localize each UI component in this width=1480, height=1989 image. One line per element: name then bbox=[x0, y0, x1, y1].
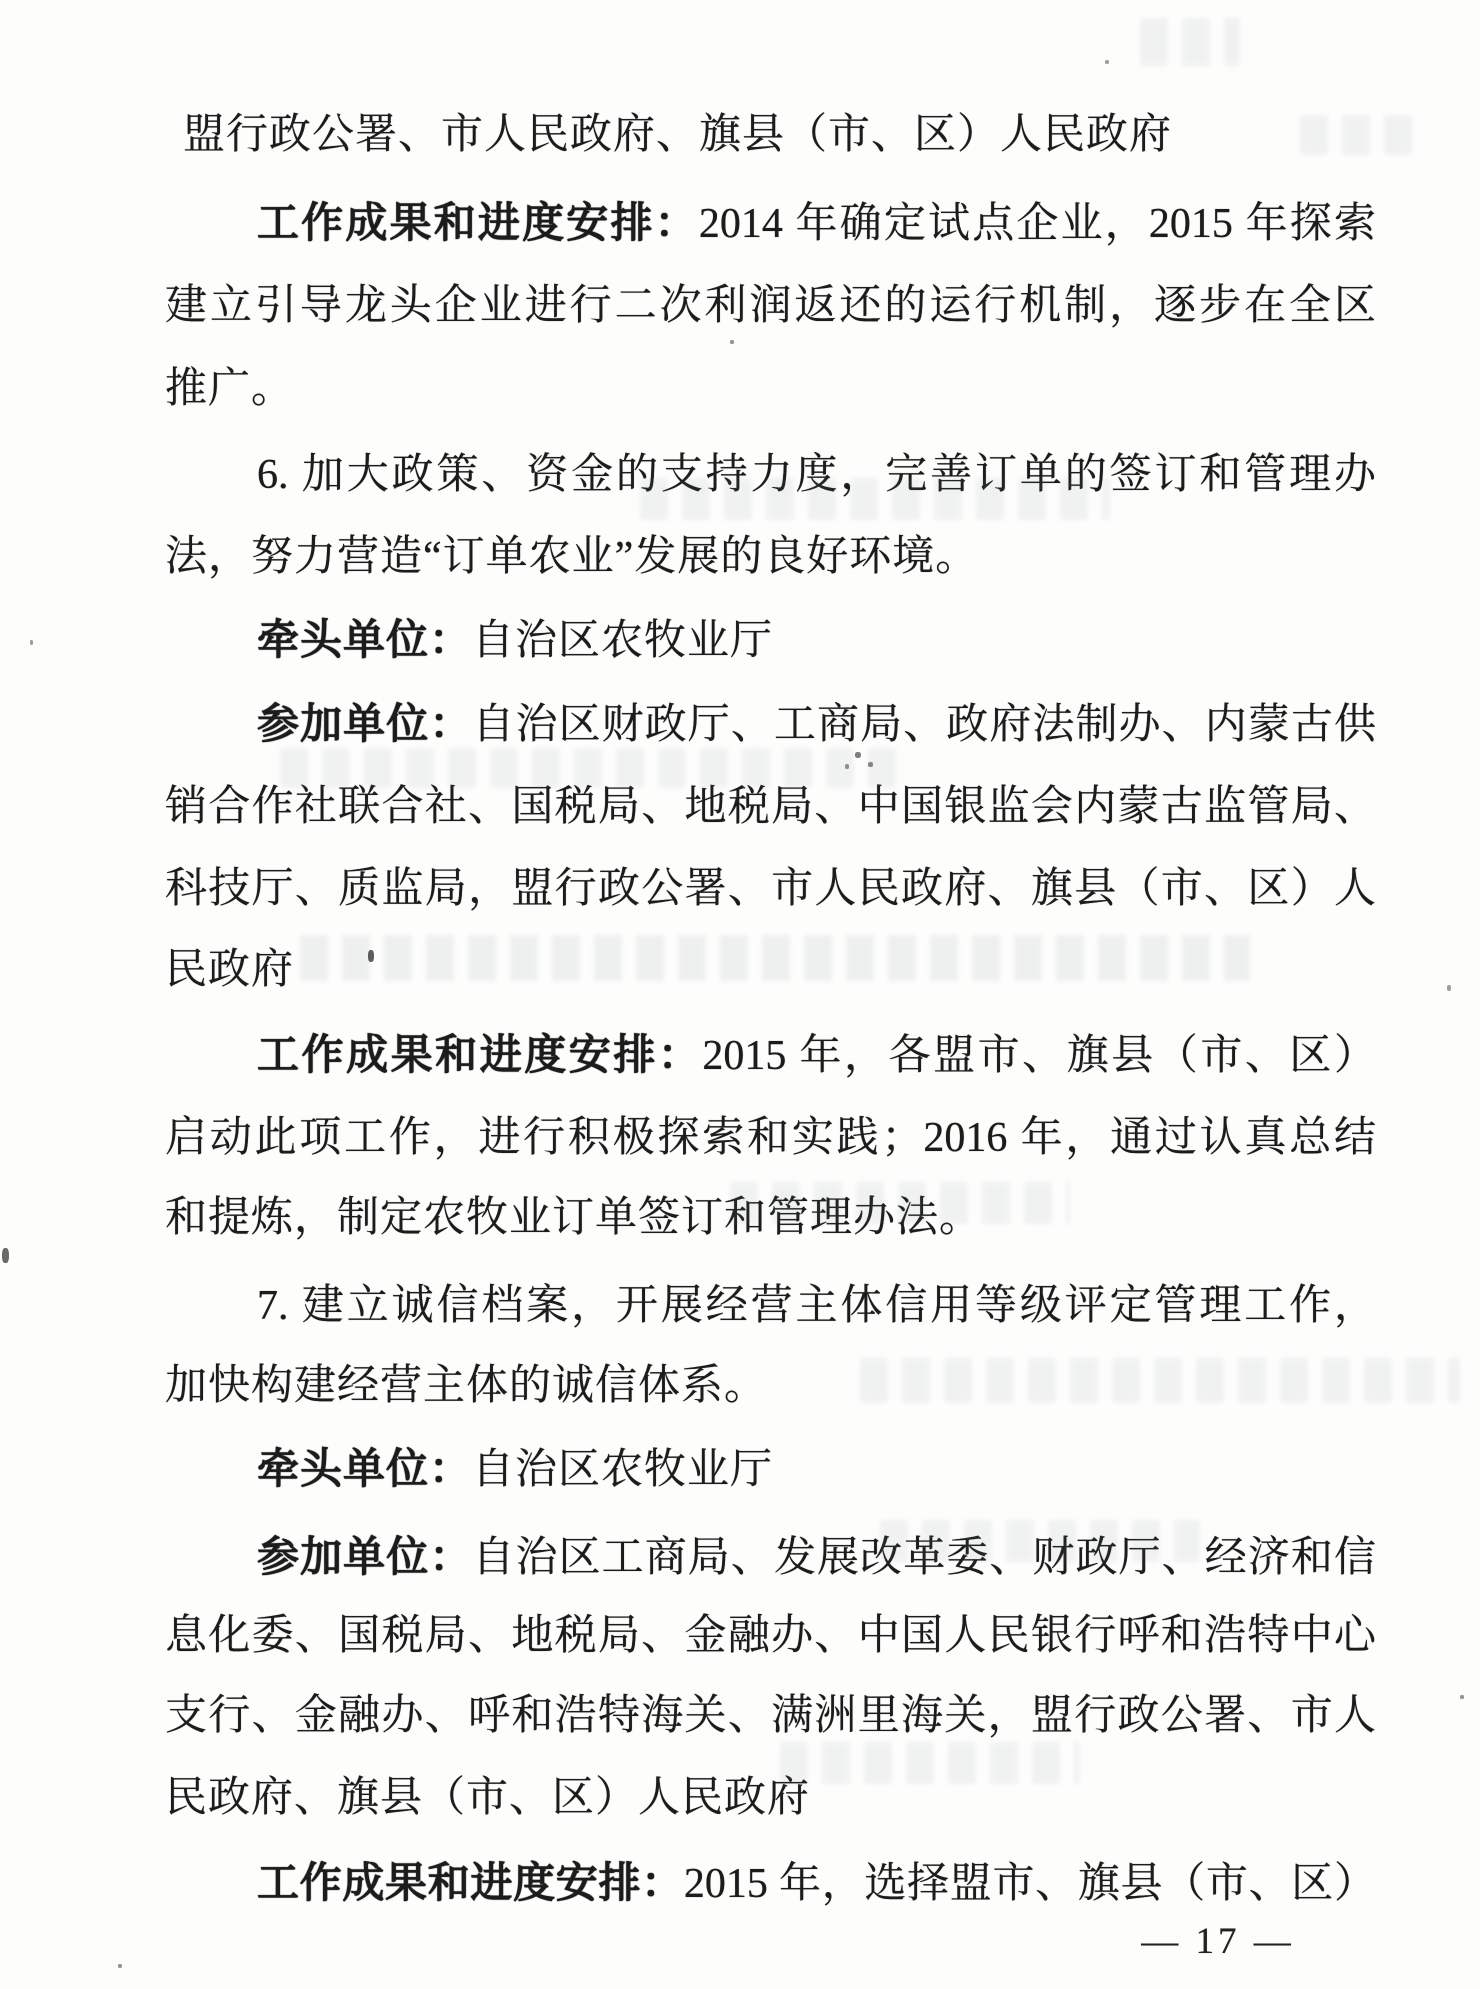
text-line bbox=[165, 860, 1376, 918]
text-line bbox=[165, 277, 1376, 335]
scan-speck bbox=[118, 1964, 122, 1968]
text-line bbox=[183, 106, 1376, 164]
text-line bbox=[165, 1607, 1376, 1665]
line-text: 自治区财政厅、工商局、政府法制办、内蒙古供 bbox=[472, 702, 1376, 748]
text-line bbox=[165, 1189, 1376, 1247]
text-line bbox=[257, 611, 1376, 670]
text-line bbox=[257, 1026, 1376, 1085]
scan-speck bbox=[1460, 1695, 1464, 1699]
text-line bbox=[257, 695, 1376, 754]
bleedthrough-artifact bbox=[1140, 18, 1240, 66]
line-text: 自治区工商局、发展改革委、财政厅、经济和信 bbox=[472, 1535, 1376, 1581]
text-line bbox=[165, 778, 1376, 836]
bold-label: 工作成果和进度安排： bbox=[257, 1031, 703, 1078]
line-text: 自治区农牧业厅 bbox=[472, 1447, 774, 1493]
line-text: 销合作社联合社、国税局、地税局、中国银监会内蒙古监管局、 bbox=[165, 784, 1376, 830]
text-line bbox=[257, 1277, 1376, 1335]
text-line bbox=[165, 528, 1376, 586]
text-line bbox=[165, 941, 1376, 999]
text-line bbox=[165, 1687, 1376, 1745]
bold-label: 参加单位： bbox=[257, 1533, 473, 1580]
line-text: 推广。 bbox=[165, 366, 295, 412]
text-line bbox=[257, 1528, 1376, 1587]
bold-label: 工作成果和进度安排： bbox=[257, 199, 699, 246]
scan-speck bbox=[1447, 985, 1451, 991]
bold-label: 工作成果和进度安排： bbox=[257, 1859, 684, 1906]
scan-speck bbox=[30, 640, 33, 645]
line-text: 2014 年确定试点企业，2015 年探索 bbox=[698, 201, 1376, 247]
line-text: 2015 年，选择盟市、旗县（市、区） bbox=[683, 1861, 1376, 1907]
bold-label: 参加单位： bbox=[257, 700, 473, 747]
line-text: 支行、金融办、呼和浩特海关、满洲里海关，盟行政公署、市人 bbox=[165, 1693, 1376, 1739]
line-text: 7. 建立诚信档案，开展经营主体信用等级评定管理工作， bbox=[257, 1283, 1376, 1329]
scan-speck bbox=[1105, 60, 1109, 64]
text-line bbox=[165, 360, 1376, 418]
line-text: 建立引导龙头企业进行二次利润返还的运行机制，逐步在全区 bbox=[165, 283, 1376, 329]
line-text: 科技厅、质监局，盟行政公署、市人民政府、旗县（市、区）人 bbox=[165, 866, 1376, 912]
text-line bbox=[257, 1440, 1376, 1499]
scan-speck bbox=[845, 764, 849, 769]
line-text: 2015 年，各盟市、旗县（市、区） bbox=[702, 1033, 1376, 1079]
line-text: 法，努力营造“订单农业”发展的良好环境。 bbox=[165, 534, 979, 580]
text-line bbox=[165, 1357, 1376, 1415]
text-line bbox=[257, 446, 1376, 504]
text-line bbox=[257, 1854, 1376, 1913]
text-line bbox=[165, 1769, 1376, 1827]
text-line bbox=[257, 194, 1376, 253]
scan-speck bbox=[2, 1248, 9, 1263]
scan-speck bbox=[730, 340, 734, 344]
line-text: 6. 加大政策、资金的支持力度，完善订单的签订和管理办 bbox=[257, 452, 1376, 498]
line-text: 自治区农牧业厅 bbox=[472, 618, 774, 664]
line-text: 盟行政公署、市人民政府、旗县（市、区）人民政府 bbox=[183, 112, 1173, 158]
text-line bbox=[165, 1109, 1376, 1167]
line-text: 启动此项工作，进行积极探索和实践；2016 年，通过认真总结 bbox=[165, 1115, 1376, 1161]
line-text: 息化委、国税局、地税局、金融办、中国人民银行呼和浩特中心 bbox=[165, 1613, 1376, 1659]
line-text: 和提炼，制定农牧业订单签订和管理办法。 bbox=[165, 1195, 983, 1241]
line-text: 民政府、旗县（市、区）人民政府 bbox=[165, 1775, 811, 1821]
line-text: 加快构建经营主体的诚信体系。 bbox=[165, 1363, 768, 1409]
scan-speck bbox=[868, 762, 873, 767]
bold-label: 牵头单位： bbox=[257, 616, 473, 663]
line-text: 民政府 bbox=[165, 947, 295, 993]
page-number: — 17 — bbox=[1141, 1921, 1295, 1962]
bold-label: 牵头单位： bbox=[257, 1445, 473, 1492]
